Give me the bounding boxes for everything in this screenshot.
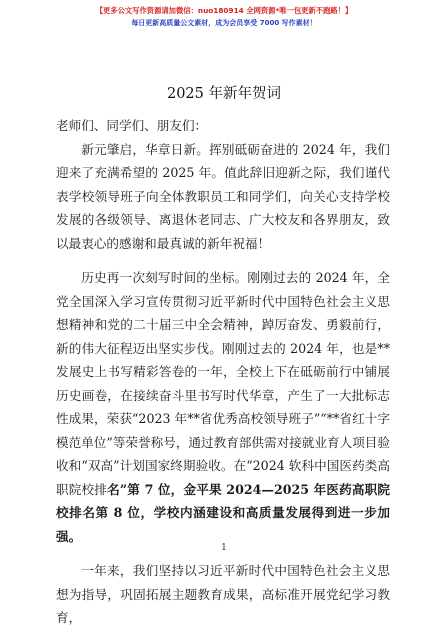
promo-banner-line-1: 【更多公文写作资源请加微信：nuo180914 全网资源*唯一包更新不跑路！】 xyxy=(95,6,353,15)
paragraph-2-bold-text: 名”第 7 位，金平果 2024—2025 年医药高职院校排名第 8 位，学校内涵建设和高质量发展得到进一步加强。 xyxy=(56,481,390,544)
document-body xyxy=(56,114,390,641)
document-title: 2025 年新年贺词 xyxy=(166,86,281,102)
promo-banner xyxy=(0,4,448,30)
paragraph-2-text: 历史再一次刻写时间的坐标。刚刚过去的 2024 年，全党全国深入学习宣传贯彻习近平新时代中国特色社会主义思想精神和党的二十届三中全会精神，踔厉奋发、勇毅前行，新的伟大征程迈出坚实步伐。刚刚过去的 2024 年，也是**发展史上书写精彩答卷的一年，全校上下在砥砺前行中铺展历史画卷，在接续奋斗里书写时代华章，产生了一大批标志性成果，荣获“2023 年**省优秀高校领导班子”“**省红十字模范单位”等荣誉称号，通过教育部供需对接就业育人项目验收和“双高”计划国家终期验收。在“2024 软科中国医药类高职院校排 xyxy=(56,270,390,497)
greeting: 老师们、同学们、朋友们： xyxy=(56,118,208,133)
promo-banner-line-2: 每日更新高质量公文素材，成为会员享受 7000 写作素材！ xyxy=(131,19,317,27)
paragraph-1: 新元肇启，华章日新。挥别砥砺奋进的 2024 年，我们迎来了充满希望的 2025 年。值此辞旧迎新之际，我们谨代表学校领导班子向全体教职员工和同学们，向关心支持学校发展的各级领导、离退休老同志、广大校友和各界朋友，致以最衷心的感谢和最真诚的新年祝福！ xyxy=(56,141,390,251)
paragraph-2 xyxy=(56,266,390,548)
page-number: 1 xyxy=(221,543,227,553)
paragraph-3: 一年来，我们坚持以习近平新时代中国特色社会主义思想为指导，巩固拓展主题教育成果，高标准开展党纪学习教育， xyxy=(56,563,390,625)
